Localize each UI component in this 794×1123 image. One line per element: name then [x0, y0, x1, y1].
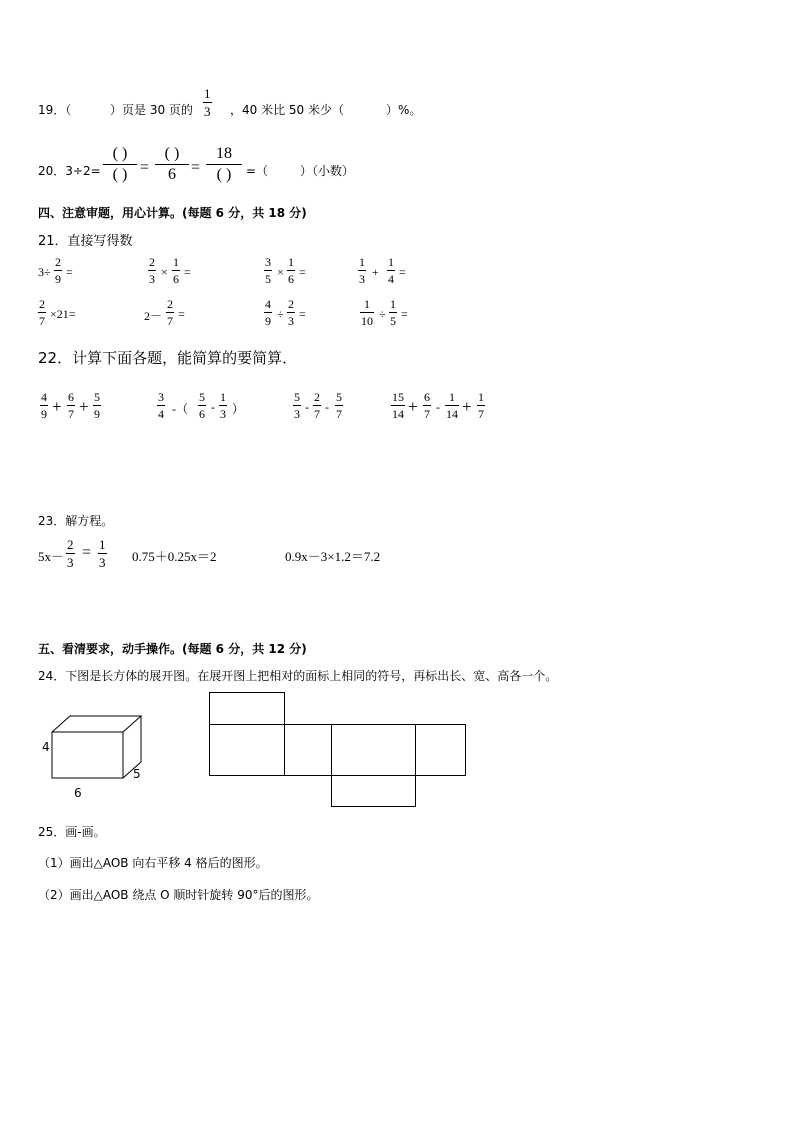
- q22-e2-op2: -: [211, 400, 215, 414]
- q19-text-1: ）页是 30 页的: [110, 103, 193, 117]
- q21-r2-e2-pre: 2－: [144, 309, 163, 323]
- q22-e2-close: ）: [232, 402, 245, 416]
- q21-r2-e2-fraction: 2 7: [167, 297, 173, 328]
- q22-e4-fraction-c: 1 14: [446, 390, 458, 421]
- cuboid-figure: [38, 710, 168, 800]
- q22-e4-fraction-a: 15 14: [392, 390, 404, 421]
- q21-r1-e1-post: =: [66, 265, 73, 279]
- q20-tail: ）（小数）: [300, 164, 355, 178]
- q21-r1-e3-op: ×: [277, 265, 284, 279]
- q21-r1-e1-pre: 3÷: [38, 265, 51, 279]
- q22-title: 22．计算下面各题，能简算的要简算．: [38, 349, 298, 367]
- q21-r1-e2-fraction-b: 1 6: [173, 255, 179, 286]
- net-face-bottom[interactable]: [331, 775, 416, 807]
- q23-e1-pre: 5x－: [38, 549, 65, 564]
- q23-equation-3: 0.9x－3×1.2＝7.2: [285, 549, 381, 564]
- q22-e1-op1: +: [52, 397, 62, 416]
- q20-equals-3: =（: [246, 164, 269, 178]
- q22-e3-fraction-c: 5 7: [336, 390, 342, 421]
- q19-text-2: ，40 米比 50 米少（: [230, 103, 344, 117]
- q21-r1-e3-fraction-b: 1 6: [288, 255, 294, 286]
- q21-r2-e4-op: ÷: [379, 307, 386, 321]
- q21-r1-e2-fraction-a: 2 3: [149, 255, 155, 286]
- q22-e1-op2: +: [79, 397, 89, 416]
- q21-r1-e2-op: ×: [161, 265, 168, 279]
- net-face-3[interactable]: [331, 724, 416, 776]
- q20-fraction-1: ( ) ( ): [103, 146, 137, 183]
- cuboid-length-label: 6: [74, 786, 82, 800]
- q24-title: 24．下图是长方体的展开图。在展开图上把相对的面标上相同的符号，再标出长、宽、高各一个。: [38, 669, 558, 683]
- q21-r2-e1-fraction: 2 7: [39, 297, 45, 328]
- q20-fraction-2: ( ) 6: [155, 146, 189, 183]
- q22-e3-op1: -: [305, 400, 309, 414]
- q20-fraction-3: 18 ( ): [206, 146, 242, 183]
- q21-r2-e3-post: =: [299, 307, 306, 321]
- q22-e2-fraction-b: 5 6: [199, 390, 205, 421]
- q21-r1-e4-post: =: [399, 265, 406, 279]
- q22-e2-fraction-a: 3 4: [158, 390, 164, 421]
- q22-e1-fraction-b: 6 7: [68, 390, 74, 421]
- q25-part-2: （2）画出△AOB 绕点 O 顺时针旋转 90°后的图形。: [38, 888, 319, 902]
- q21-r1-e4-op: +: [372, 265, 379, 279]
- q21-r2-e1-post: ×21=: [50, 307, 76, 321]
- q21-r1-e1-fraction: 2 9: [55, 255, 61, 286]
- q22-e4-op3: +: [462, 397, 472, 416]
- q22-e1-fraction-c: 5 9: [94, 390, 100, 421]
- q21-r2-e3-fraction-b: 2 3: [288, 297, 294, 328]
- net-face-4[interactable]: [415, 724, 466, 776]
- q20-equals-2: =: [191, 159, 201, 176]
- q21-r2-e4-post: =: [401, 307, 408, 321]
- section-4-heading: 四、注意审题，用心计算。(每题 6 分，共 18 分): [38, 206, 307, 220]
- q22-e3-fraction-b: 2 7: [314, 390, 320, 421]
- q25-part-1: （1）画出△AOB 向右平移 4 格后的图形。: [38, 856, 268, 870]
- q21-r1-e3-post: =: [299, 265, 306, 279]
- q22-e4-fraction-d: 1 7: [478, 390, 484, 421]
- q21-r2-e4-fraction-b: 1 5: [390, 297, 396, 328]
- q20-number: 20．3÷2=: [38, 164, 101, 178]
- q23-e1-equals: =: [82, 544, 92, 561]
- cuboid-height-label: 4: [42, 740, 50, 754]
- q22-e3-fraction-a: 5 3: [294, 390, 300, 421]
- q19-text-3: ）%。: [386, 103, 422, 117]
- q22-e2-op1: -（: [172, 402, 188, 416]
- net-face-1[interactable]: [209, 724, 285, 776]
- net-face-2[interactable]: [284, 724, 332, 776]
- q21-r1-e4-fraction-a: 1 3: [359, 255, 365, 286]
- q22-e2-fraction-c: 1 3: [220, 390, 226, 421]
- q20-equals-1: =: [140, 159, 150, 176]
- q21-r1-e4-fraction-b: 1 4: [388, 255, 394, 286]
- q21-r2-e3-op: ÷: [277, 307, 284, 321]
- q21-r1-e2-post: =: [184, 265, 191, 279]
- q22-e4-op1: +: [408, 397, 418, 416]
- q23-title: 23．解方程。: [38, 514, 114, 528]
- q23-equation-2: 0.75＋0.25x＝2: [132, 549, 217, 564]
- section-5-heading: 五、看清要求，动手操作。(每题 6 分，共 12 分): [38, 642, 307, 656]
- q25-title: 25．画-画。: [38, 825, 106, 839]
- net-face-top[interactable]: [209, 692, 285, 725]
- q23-e1-fraction-a: 2 3: [67, 537, 74, 570]
- q22-e3-op2: -: [325, 400, 329, 414]
- q22-e4-op2: -: [436, 400, 440, 414]
- q21-r2-e4-fraction-a: 1 10: [361, 297, 373, 328]
- q22-e1-fraction-a: 4 9: [41, 390, 47, 421]
- q19-number: 19．（: [38, 103, 72, 117]
- cuboid-width-label: 5: [133, 767, 141, 781]
- q21-r1-e3-fraction-a: 3 5: [265, 255, 271, 286]
- q23-e1-fraction-b: 1 3: [99, 537, 106, 570]
- q21-r2-e3-fraction-a: 4 9: [265, 297, 271, 328]
- q19-fraction: 1 3: [204, 86, 211, 119]
- q21-r2-e2-post: =: [178, 307, 185, 321]
- q21-title: 21．直接写得数: [38, 234, 133, 249]
- q22-e4-fraction-b: 6 7: [424, 390, 430, 421]
